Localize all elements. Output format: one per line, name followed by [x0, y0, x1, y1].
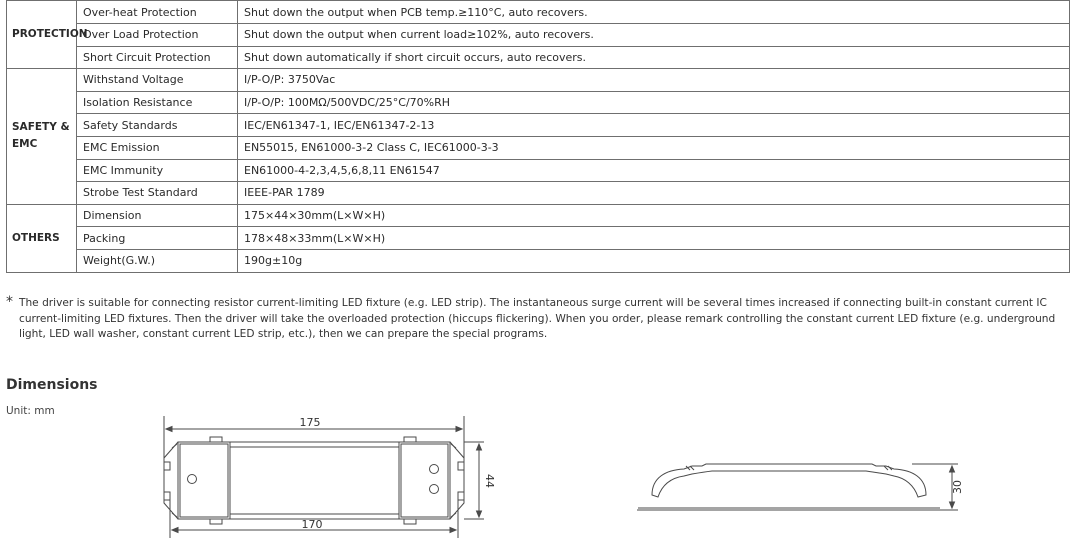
spec-item: EMC Emission: [77, 136, 238, 159]
spec-value: IEEE-PAR 1789: [238, 182, 1070, 205]
spec-item: Over Load Protection: [77, 24, 238, 47]
spec-value: 175×44×30mm(L×W×H): [238, 204, 1070, 227]
dim-width-44: 44: [483, 474, 496, 488]
asterisk-symbol: *: [6, 294, 13, 310]
spec-item: Withstand Voltage: [77, 69, 238, 92]
top-view-drawing: [164, 416, 484, 538]
spec-value: I/P-O/P: 100MΩ/500VDC/25°C/70%RH: [238, 91, 1070, 114]
unit-label: Unit: mm: [6, 405, 55, 417]
dimensions-heading: Dimensions: [6, 377, 98, 393]
section-label: PROTECTION: [7, 1, 77, 69]
spec-item: EMC Immunity: [77, 159, 238, 182]
spec-value: 190g±10g: [238, 249, 1070, 272]
spec-item: Isolation Resistance: [77, 91, 238, 114]
spec-value: EN55015, EN61000-3-2 Class C, IEC61000-3-3: [238, 136, 1070, 159]
spec-item: Over-heat Protection: [77, 1, 238, 24]
spec-item: Weight(G.W.): [77, 249, 238, 272]
spec-item: Strobe Test Standard: [77, 182, 238, 205]
spec-value: 178×48×33mm(L×W×H): [238, 227, 1070, 250]
spec-item: Short Circuit Protection: [77, 46, 238, 69]
dim-length-175: 175: [299, 416, 321, 429]
spec-value: Shut down the output when current load≥102%, auto recovers.: [238, 24, 1070, 47]
section-label: SAFETY & EMC: [7, 69, 77, 205]
spec-value: Shut down the output when PCB temp.≥110°C, auto recovers.: [238, 1, 1070, 24]
footnote-text: The driver is suitable for connecting resistor current-limiting LED fixture (e.g. LED strip). The instantaneous surge current will be several times increased if connecting built-in constant current IC current-limiting LED fixtures. Then the driver will take the overloaded protection (hiccups flickering). When you order, please remark controlling the constant current LED fixture (e.g. underground light, LED wall washer, constant current LED strip, etc.), then we can prepare the special programs.: [19, 297, 1056, 340]
spec-item: Safety Standards: [77, 114, 238, 137]
dim-height-30: 30: [951, 480, 964, 494]
dim-length-170: 170: [301, 518, 323, 531]
spec-item: Dimension: [77, 204, 238, 227]
spec-value: Shut down automatically if short circuit occurs, auto recovers.: [238, 46, 1070, 69]
side-view-drawing: [637, 464, 958, 510]
section-label: OTHERS: [7, 204, 77, 272]
spec-value: I/P-O/P: 3750Vac: [238, 69, 1070, 92]
spec-item: Packing: [77, 227, 238, 250]
spec-value: EN61000-4-2,3,4,5,6,8,11 EN61547: [238, 159, 1070, 182]
spec-value: IEC/EN61347-1, IEC/EN61347-2-13: [238, 114, 1070, 137]
